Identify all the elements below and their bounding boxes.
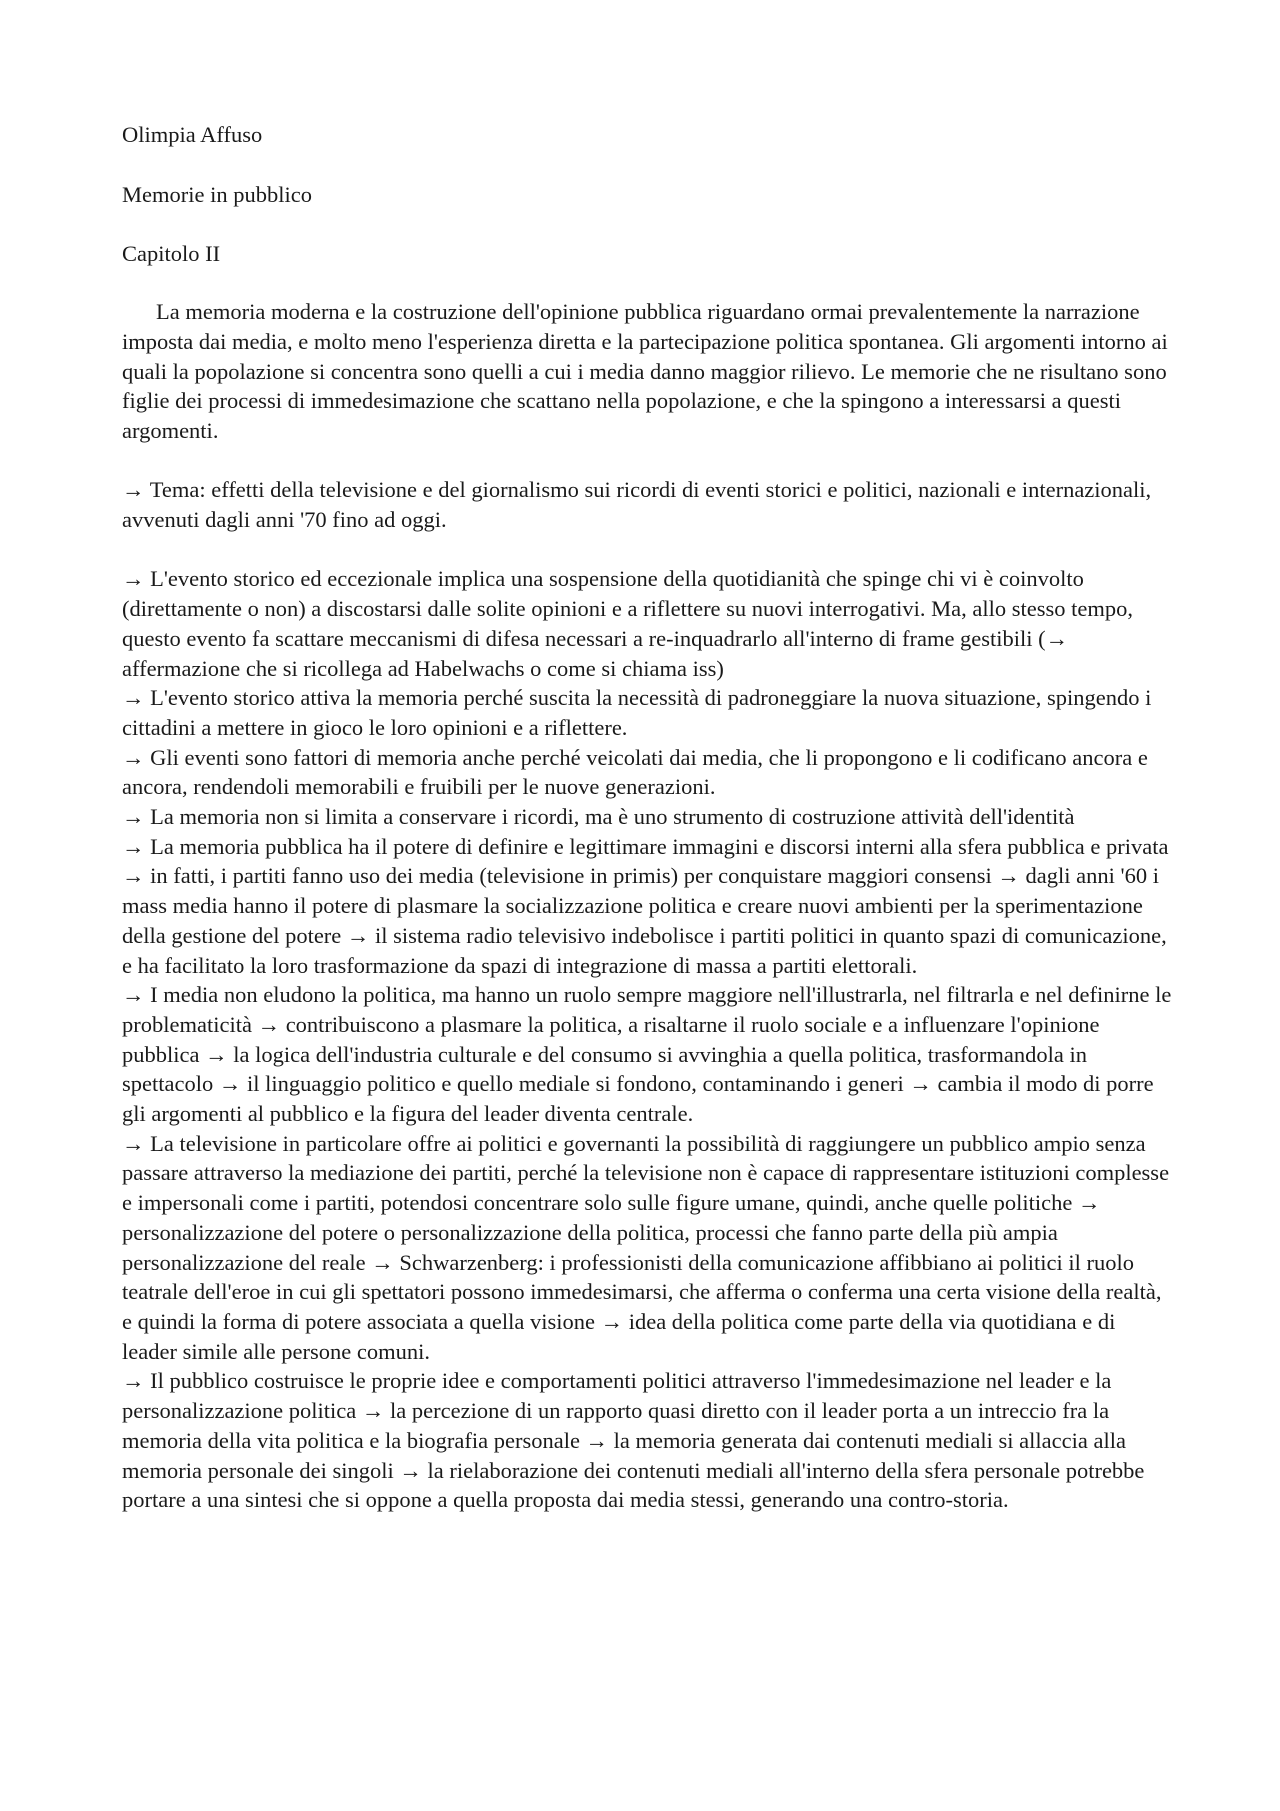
point-paragraph: → Gli eventi sono fattori di memoria anche perché veicolati dai media, che li propongono e li codificano ancora e ancora, rendendoli memorabili e fruibili per le nuove generazioni. bbox=[122, 744, 1148, 800]
document-page bbox=[122, 120, 1172, 1515]
point-paragraph: → Il pubblico costruisce le proprie idee e comportamenti politici attraverso l'immedesimazione nel leader e la personalizzazione politica → la percezione di un rapporto quasi diretto con il leader porta a un intreccio fra la memoria della vita politica e la biografia personale → la memoria generata dai contenuti mediali si allaccia alla memoria personale dei singoli → la rielaborazione dei contenuti mediali all'interno della sfera personale potrebbe portare a una sintesi che si oppone a quella proposta dai media stessi, generando una contro-storia. bbox=[122, 1368, 1145, 1513]
points-list bbox=[122, 564, 1172, 1515]
point-paragraph: → La televisione in particolare offre ai politici e governanti la possibilità di raggiungere un pubblico ampio senza passare attraverso la mediazione dei partiti, perché la televisione non è capace di rappresentare istituzioni complesse e impersonali come i partiti, potendosi concentrare solo sulle figure umane, quindi, anche quelle politiche → personalizzazione del potere o personalizzazione della politica, processi che fanno parte della più ampia personalizzazione del reale → Schwarzenberg: i professionisti della comunicazione affibbiano ai politici il ruolo teatrale dell'eroe in cui gli spettatori possono immedesimarsi, che afferma o conferma una certa visione della realtà, e quindi la forma di potere associata a quella visione → idea della politica come parte della via quotidiana e di leader simile alle persone comuni. bbox=[122, 1130, 1170, 1364]
point-paragraph: → I media non eludono la politica, ma hanno un ruolo sempre maggiore nell'illustrarla, nel filtrarla e nel definirne le problematicità → contribuiscono a plasmare la politica, a risaltarne il ruolo sociale e a influenzare l'opinione pubblica → la logica dell'industria culturale e del consumo si avvinghia a quella politica, trasformandola in spettacolo → il linguaggio politico e quello mediale si fondono, contaminando i generi → cambia il modo di porre gli argomenti al pubblico e la figura del leader diventa centrale. bbox=[122, 982, 1172, 1127]
chapter-heading: Capitolo II bbox=[122, 241, 221, 267]
point-paragraph: → L'evento storico ed eccezionale implica una sospensione della quotidianità che spinge chi vi è coinvolto (direttamente o non) a discostarsi dalle solite opinioni e a riflettere su nuovi interrogativi. Ma, allo stesso tempo, questo evento fa scattare meccanismi di difesa necessari a re-inquadrarlo all'interno di frame gestibili (→ affermazione che si ricollega ad Habelwachs o come si chiama iss) bbox=[122, 566, 1133, 681]
intro-paragraph: La memoria moderna e la costruzione dell'opinione pubblica riguardano ormai prevalentemente la narrazione imposta dai media, e molto meno l'esperienza diretta e la partecipazione politica spontanea. Gli argomenti intorno ai quali la popolazione si concentra sono quelli a cui i media danno maggior rilievo. Le memorie che ne risultano sono figlie dei processi di immedesimazione che scattano nella popolazione, e che la spingono a interessarsi a questi argomenti. bbox=[122, 299, 1168, 443]
author-name: Olimpia Affuso bbox=[122, 122, 263, 147]
point-paragraph: → La memoria non si limita a conservare i ricordi, ma è uno strumento di costruzione attività dell'identità bbox=[122, 804, 1075, 830]
work-title: Memorie in pubblico bbox=[122, 181, 312, 207]
theme-paragraph: → Tema: effetti della televisione e del giornalismo sui ricordi di eventi storici e politici, nazionali e internazionali, avvenuti dagli anni '70 fino ad oggi. bbox=[122, 477, 1152, 533]
point-paragraph: → La memoria pubblica ha il potere di definire e legittimare immagini e discorsi interni alla sfera pubblica e privata → in fatti, i partiti fanno uso dei media (televisione in primis) per conquistare maggiori consensi → dagli anni '60 i mass media hanno il potere di plasmare la socializzazione politica e creare nuovi ambienti per la sperimentazione della gestione del potere → il sistema radio televisivo indebolisce i partiti politici in quanto spazi di comunicazione, e ha facilitato la loro trasformazione da spazi di integrazione di massa a partiti elettorali. bbox=[122, 833, 1169, 978]
point-paragraph: → L'evento storico attiva la memoria perché suscita la necessità di padroneggiare la nuova situazione, spingendo i cittadini a mettere in gioco le loro opinioni e a riflettere. bbox=[122, 685, 1152, 740]
